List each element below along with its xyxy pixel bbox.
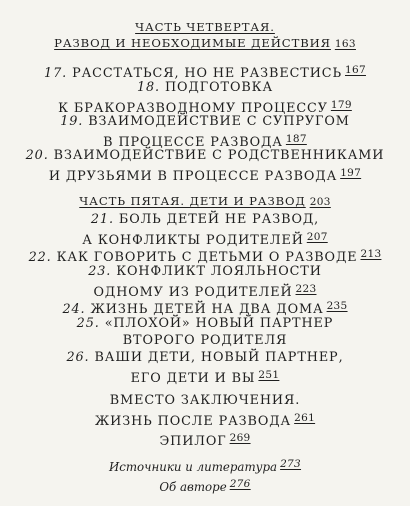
toc-entry-sources[interactable]	[0, 456, 410, 476]
part-five-page[interactable]: 203	[309, 196, 331, 208]
bleed-through-text	[0, 0, 410, 10]
chapter-title: ВАШИ ДЕТИ, НОВЫЙ ПАРТНЕР,	[94, 350, 344, 365]
sources-title: Источники и литература	[108, 460, 278, 474]
part-five-heading	[0, 193, 410, 210]
conclusion-title: ВМЕСТО ЗАКЛЮЧЕНИЯ.	[109, 393, 301, 408]
back-matter	[0, 456, 410, 496]
conclusion-page[interactable]: 261	[294, 411, 316, 424]
part-four-heading	[0, 19, 410, 52]
part-four-page[interactable]: 163	[334, 38, 356, 50]
toc-entry-21[interactable]	[0, 212, 410, 249]
about-title: Об авторе	[159, 480, 227, 494]
chapter-title-cont: ВТОРОГО РОДИТЕЛЯ	[122, 332, 288, 348]
chapter-page[interactable]: 223	[295, 282, 317, 295]
sources-page[interactable]: 273	[280, 458, 302, 470]
chapter-title: ПОДГОТОВКА	[164, 80, 274, 95]
toc-entry-conclusion[interactable]	[0, 393, 410, 451]
toc-entry-19[interactable]	[0, 114, 410, 151]
part-five-title: ЧАСТЬ ПЯТАЯ. ДЕТИ И РАЗВОД	[79, 194, 306, 208]
chapter-title: «ПЛОХОЙ» НОВЫЙ ПАРТНЕР	[104, 316, 334, 331]
chapter-number: 26.	[66, 350, 90, 365]
chapter-number: 21.	[90, 212, 114, 227]
chapter-number: 20.	[25, 148, 49, 163]
chapter-page[interactable]: 213	[360, 248, 382, 260]
chapter-title-cont: А КОНФЛИКТЫ РОДИТЕЛЕЙ	[82, 232, 304, 248]
chapter-title-cont: В ПРОЦЕССЕ РАЗВОДА	[103, 134, 283, 150]
chapter-title: РАССТАТЬСЯ, НО НЕ РАЗВЕСТИСЬ	[72, 66, 343, 81]
toc-entry-20[interactable]	[0, 148, 410, 185]
chapter-number: 23.	[88, 264, 112, 279]
chapter-number: 19.	[60, 114, 84, 129]
chapter-page[interactable]: 235	[326, 300, 348, 312]
part-four-title-line2: РАЗВОД И НЕОБХОДИМЫЕ ДЕЙСТВИЯ 163	[54, 36, 356, 50]
chapter-title: ЖИЗНЬ ДЕТЕЙ НА ДВА ДОМА	[90, 302, 324, 317]
epilogue-page[interactable]: 269	[229, 432, 251, 444]
chapter-title: ВЗАИМОДЕЙСТВИЕ С РОДСТВЕННИКАМИ	[53, 148, 385, 163]
toc-entry-epilogue[interactable]	[0, 430, 410, 451]
chapter-number: 17.	[44, 66, 68, 81]
epilogue-title: ЭПИЛОГ	[159, 434, 227, 449]
chapter-title: ВЗАИМОДЕЙСТВИЕ С СУПРУГОМ	[88, 114, 350, 129]
chapter-title: КАК ГОВОРИТЬ С ДЕТЬМИ О РАЗВОДЕ	[56, 250, 358, 265]
chapter-number: 24.	[62, 302, 86, 317]
part-four-title-line1: ЧАСТЬ ЧЕТВЕРТАЯ.	[135, 20, 275, 34]
chapter-title: КОНФЛИКТ ЛОЯЛЬНОСТИ	[116, 264, 322, 279]
about-page[interactable]: 276	[229, 478, 251, 490]
chapter-page[interactable]: 207	[306, 230, 328, 243]
toc-entry-18[interactable]	[0, 80, 410, 117]
toc-entry-23[interactable]	[0, 264, 410, 301]
conclusion-subtitle: ЖИЗНЬ ПОСЛЕ РАЗВОДА	[94, 413, 292, 429]
chapter-page[interactable]: 179	[330, 98, 352, 111]
chapter-title: БОЛЬ ДЕТЕЙ НЕ РАЗВОД,	[118, 212, 320, 227]
toc-entry-26[interactable]	[0, 350, 410, 387]
chapter-page[interactable]: 251	[258, 368, 280, 381]
chapter-page[interactable]: 187	[285, 132, 307, 145]
toc-entry-25[interactable]	[0, 316, 410, 349]
toc-entry-about[interactable]	[0, 476, 410, 496]
chapter-title-cont: ЕГО ДЕТИ И ВЫ	[130, 370, 256, 386]
chapter-number: 22.	[28, 250, 52, 265]
chapter-title-cont: И ДРУЗЬЯМИ В ПРОЦЕССЕ РАЗВОДА	[48, 168, 338, 184]
chapter-number: 25.	[76, 316, 100, 331]
chapter-page[interactable]: 167	[345, 64, 366, 76]
chapter-title-cont: К БРАКОРАЗВОДНОМУ ПРОЦЕССУ	[58, 100, 328, 116]
chapter-title-cont: ОДНОМУ ИЗ РОДИТЕЛЕЙ	[93, 284, 293, 300]
chapter-number: 18.	[136, 80, 161, 95]
chapter-page[interactable]: 197	[340, 166, 362, 179]
